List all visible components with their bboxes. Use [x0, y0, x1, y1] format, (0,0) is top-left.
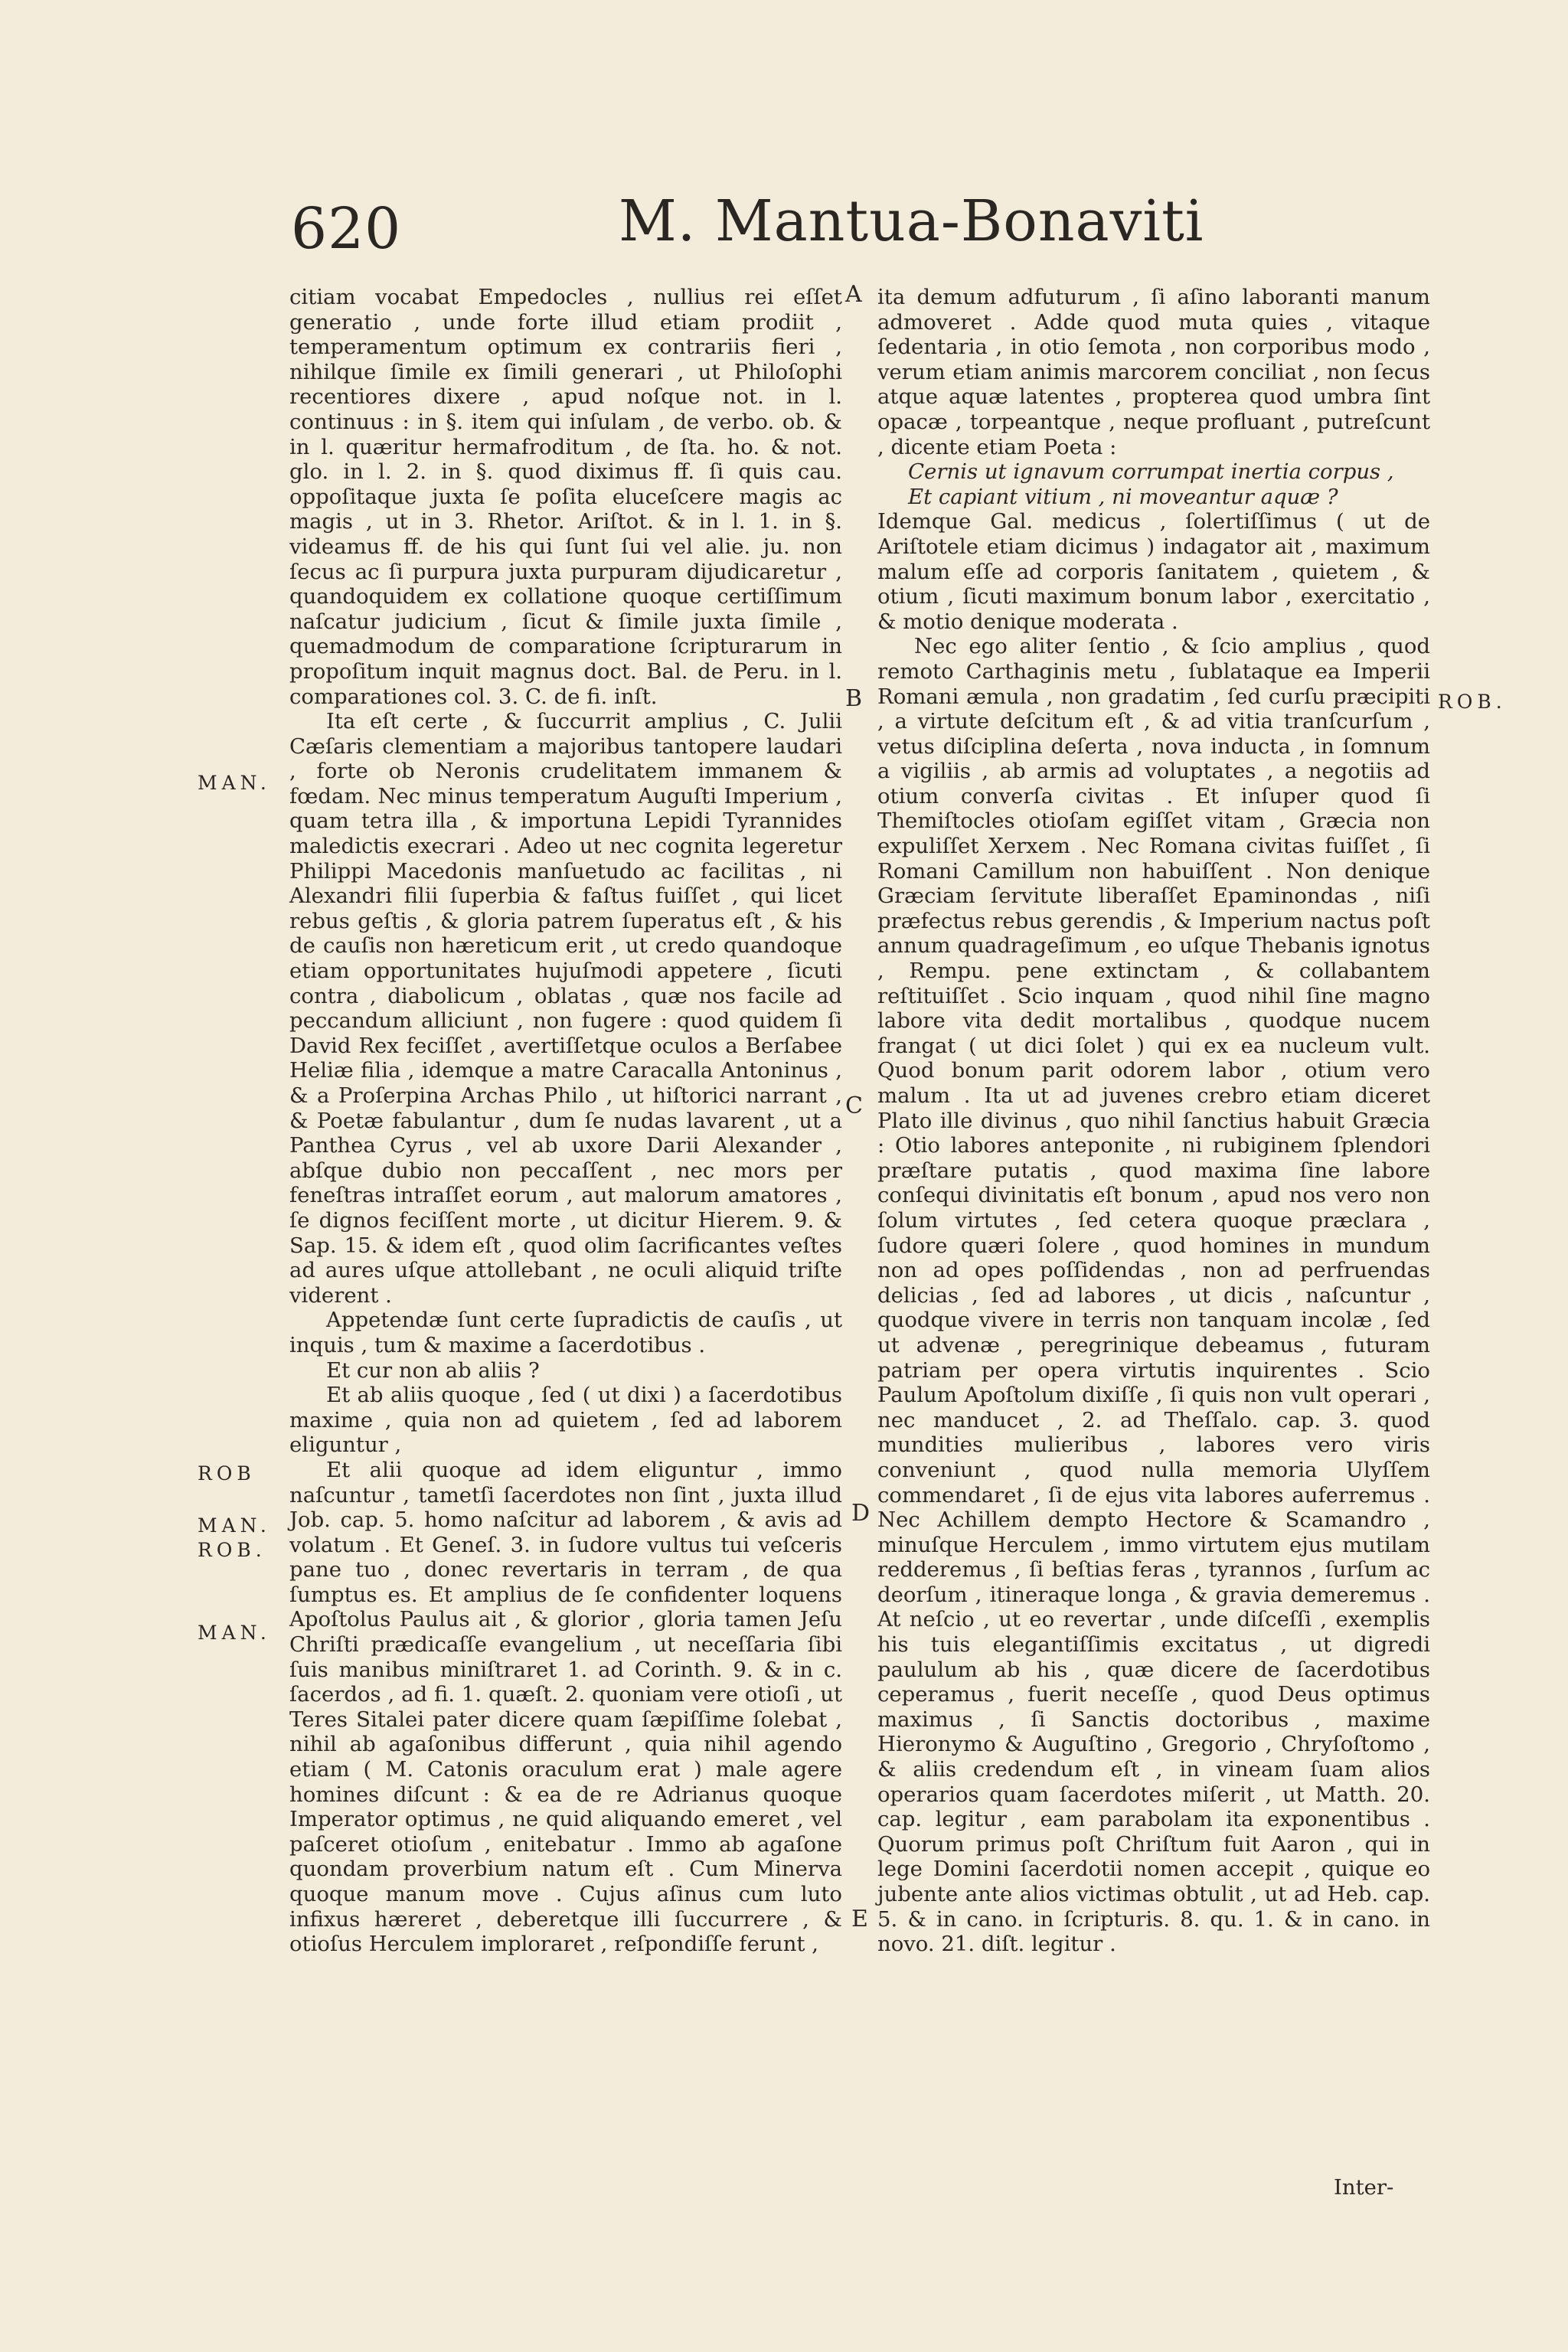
speaker-label: ROB	[198, 1462, 256, 1485]
section-letter: C	[845, 1093, 863, 1119]
speaker-label: MAN.	[198, 772, 271, 794]
left-column	[289, 285, 842, 1957]
verse-line: Et capiant vitium , ni moveantur aquæ ?	[908, 484, 1338, 509]
verse-line: Cernis ut ignavum corrumpat inertia corpus ,	[908, 459, 1394, 485]
section-letter: A	[845, 281, 862, 308]
section-letter: D	[851, 1500, 871, 1527]
catchword: Inter-	[1334, 2175, 1394, 2200]
paragraph: Et ab aliis quoque , ſed ( ut dixi ) a ſacerdotibus maxime , quia non ad quietem , ſed ad laborem eliguntur ,	[289, 1383, 842, 1458]
speaker-label: MAN.	[198, 1622, 271, 1644]
paragraph: Et cur non ab aliis ?	[326, 1357, 540, 1383]
section-letter: B	[845, 685, 863, 712]
paragraph: Nec ego aliter ſentio , & ſcio amplius , quod remoto Carthaginis metu , ſublataque ea Imperii Romani æmula , non gradatim , ſed curſu præcipiti , a virtute deſcitum eſt , & ad vitia tranſcurſum , vetus diſciplina deſerta , nova inducta , in ſomnum a vigiliis , ab armis ad voluptates , a negotiis ad otium converſa civitas . Et inſuper quod ſi Themiſtocles otioſam egiſſet vitam , Græcia non expuliſſet Xerxem . Nec Romana civitas fuiſſet , ſi Romani Camillum non habuiſſent . Non denique Græciam ſervitute liberaſſet Epaminondas , niſi præfectus rebus gerendis , & Imperium nactus poſt annum quadrageſimum , eo uſque Thebanis ignotus , Rempu. pene extinctam , & collabantem reſtituiſſet . Scio inquam , quod nihil ſine magno labore vita dedit mortalibus , quodque nucem frangat ( ut dici ſolet ) qui ex ea nucleum vult. Quod bonum parit odorem labor , otium vero malum . Ita ut ad juvenes crebro etiam diceret Plato ille divinus , quo nihil ſanctius habuit Græcia : Otio labores anteponite , ni rubiginem ſplendori præſtare putatis , quod maxima ſine labore conſequi divinitatis eſt bonum , apud nos vero non ſolum virtutes , ſed cetera quoque præclara , ſudore quæri ſolere , quod homines in mundum non ad opes poſſidendas , non ad perfruendas delicias , ſed ad labores , ut dicis , naſcuntur , quodque vivere in terris non tanquam incolæ , ſed ut advenæ , peregrinique debeamus , futuram patriam per opera virtutis inquirentes . Scio Paulum Apoſtolum dixiſſe , ſi quis non vult operari , nec manducet , 2. ad Theſſalo. cap. 3. quod mundities mulieribus , labores vero viris conveniunt , quod nulla memoria Ulyſſem commendaret , ſi de ejus vita labores auferremus . Nec Achillem dempto Hectore & Scamandro , minuſque Herculem , immo virtutem ejus mutilam redderemus , ſi beſtias feras , tyrannos , ſurſum ac deorſum , itineraque longa , & gravia demeremus . At neſcio , ut eo revertar , unde diſceſſi , exemplis his tuis elegantiſſimis excitatus , ut digredi paululum ab his , quæ dicere de ſacerdotibus ceperamus , fuerit neceſſe , quod Deus optimus maximus , ſi Sanctis doctoribus , maxime Hieronymo & Auguſtino , Gregorio , Chryſoſtomo , & aliis credendum eſt , in vineam ſuam alios operarios quam ſacerdotes miſerit , ut Matth. 20. cap. legitur , eam parabolam ita exponentibus . Quorum primus poſt Chriſtum fuit Aaron , qui in lege Domini ſacerdotii nomen accepit , quique eo jubente ante alios victimas obtulit , ut ad Heb. cap. 5. & in cano. in ſcripturis. 8. qu. 1. & in cano. in novo. 21. diſt. legitur .	[877, 634, 1430, 1957]
paragraph: Idemque Gal. medicus , ſolertiſſimus ( ut de Ariſtotele etiam dicimus ) indagator ait , maximum malum eſſe ad corporis ſanitatem , quietem , & otium , ſicuti maximum bonum labor , exercitatio , & motio denique moderata .	[877, 509, 1430, 634]
speaker-label: ROB.	[198, 1539, 266, 1561]
page-number: 620	[291, 196, 402, 262]
running-title: M. Mantua-Bonaviti	[619, 188, 1204, 254]
section-letter: E	[851, 1906, 868, 1932]
right-column	[877, 285, 1430, 1957]
paragraph: Ita eſt certe , & ſuccurrit amplius , C. Julii Cæſaris clementiam a majoribus tantopere laudari , forte ob Neronis crudelitatem immanem & fœdam. Nec minus temperatum Auguſti Imperium , quam tetra illa , & importuna Lepidi Tyrannides maledictis execrari . Adeo ut nec cognita legeretur Philippi Macedonis manſuetudo ac facilitas , ni Alexandri filii ſuperbia & faſtus fuiſſet , qui licet rebus geſtis , & gloria patrem ſuperatus eſt , & his de cauſis non hæreticum erit , ut credo quandoque etiam opportunitates hujuſmodi appetere , ſicuti contra , diabolicum , oblatas , quæ nos facile ad peccandum alliciunt , non fugere : quod quidem ſi David Rex feciſſet , avertiſſetque oculos a Berſabee Heliæ filia , idemque a matre Caracalla Antoninus , & a Proſerpina Archas Philo , ut hiſtorici narrant , & Poetæ fabulantur , dum ſe nudas lavarent , ut a Panthea Cyrus , vel ab uxore Darii Alexander , abſque dubio non peccaſſent , nec mors per feneſtras intraſſet eorum , aut malorum amatores , ſe dignos feciſſent morte , ut dicitur Hierem. 9. & Sap. 15. & idem eſt , quod olim ſacrificantes veſtes ad aures uſque attollebant , ne oculi aliquid triſte viderent .	[289, 709, 842, 1308]
paragraph: Appetendæ ſunt certe ſupradictis de cauſis , ut inquis , tum & maxime a ſacerdotibus .	[289, 1308, 842, 1357]
speaker-label: ROB.	[1438, 691, 1507, 713]
paragraph: citiam vocabat Empedocles , nullius rei eſſet generatio , unde forte illud etiam prodiit , temperamentum optimum ex contrariis fieri , nihilque ſimile ex ſimili generari , ut Philoſophi recentiores dixere , apud noſque not. in l. continuus : in §. item qui inſulam , de verbo. ob. & in l. quæritur hermafroditum , de ſta. ho. & not. glo. in l. 2. in §. quod diximus ff. ſi quis cau. oppoſitaque juxta ſe poſita eluceſcere magis ac magis , ut in 3. Rhetor. Ariſtot. & in l. 1. in §. videamus ff. de his qui ſunt ſui vel alie. ju. non ſecus ac ſi purpura juxta purpuram dijudicaretur , quandoquidem ex collatione quoque certiſſimum naſcatur judicium , ſicut & ſimile juxta ſimile , quemadmodum de comparatione ſcripturarum in propoſitum inquit magnus doct. Bal. de Peru. in l. comparationes col. 3. C. de fi. inſt.	[289, 285, 842, 709]
speaker-label: MAN.	[198, 1514, 271, 1537]
paragraph: Et alii quoque ad idem eliguntur , immo naſcuntur , tametſi ſacerdotes non ſint , juxta illud Job. cap. 5. homo naſcitur ad laborem , & avis ad volatum . Et Geneſ. 3. in ſudore vultus tui veſceris pane tuo , donec revertaris in terram , de qua ſumptus es. Et amplius de ſe confidenter loquens Apoſtolus Paulus ait , & glorior , gloria tamen Jeſu Chriſti prædicaſſe evangelium , ut neceſſaria ſibi ſuis manibus miniſtraret 1. ad Corinth. 9. & in c. ſacerdos , ad fi. 1. quæſt. 2. quoniam vere otioſi , ut Teres Sitalei pater dicere quam ſæpiſſime ſolebat , nihil ab agaſonibus differunt , quia nihil agendo etiam ( M. Catonis oraculum erat ) male agere homines diſcunt : & ea de re Adrianus quoque Imperator optimus , ne quid aliquando emeret , vel paſceret otioſum , enitebatur . Immo ab agaſone quondam proverbium natum eſt . Cum Minerva quoque manum move . Cujus aſinus cum luto infixus hæreret , deberetque illi ſuccurrere , & otioſus Herculem imploraret , reſpondiſſe ferunt ,	[289, 1457, 842, 1957]
paragraph: ita demum adfuturum , ſi aſino laboranti manum admoveret . Adde quod muta quies , vitaque ſedentaria , in otio ſemota , non corporibus modo , verum etiam animis marcorem conciliat , non ſecus atque aquæ latentes , propterea quod umbra ſint opacæ , torpeantque , neque profluant , putreſcunt , dicente etiam Poeta :	[877, 285, 1430, 459]
